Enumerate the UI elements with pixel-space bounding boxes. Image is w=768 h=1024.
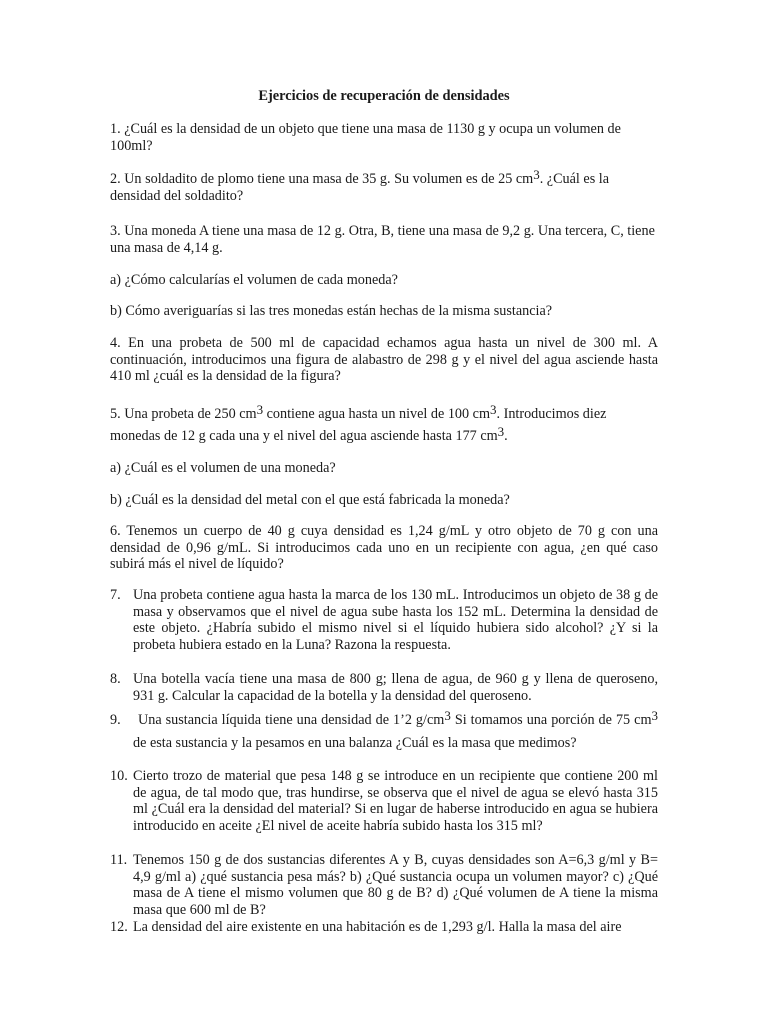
question-12: La densidad del aire existente en una habitación es de 1,293 g/l. Halla la masa del aire xyxy=(133,919,622,935)
question-10-number: 10. xyxy=(110,768,128,784)
question-2: 2. Un soldadito de plomo tiene una masa de 35 g. Su volumen es de 25 $cm^3$. ¿Cuál es la densidad del soldadito? xyxy=(110,167,610,204)
question-5a: a) ¿Cuál es el volumen de una moneda? xyxy=(110,460,336,476)
question-1: 1. ¿Cuál es la densidad de un objeto que tiene una masa de 1130 g y ocupa un volumen de 100ml? xyxy=(110,121,621,154)
question-10: Cierto trozo de material que pesa 148 g se introduce en un recipiente que contiene 200 ml de agua, de tal modo que, tras hundirse, se observa que el nivel de agua se elevó hasta 315 ml ¿Cuál era la densidad del material? Si en lugar de haberse introducido en agua se hubiera introducido en aceite ¿El nivel de aceite habría subido hasta los 315 ml? xyxy=(133,768,658,834)
question-5: 5. Una probeta de 250 $cm^3$ contiene agua hasta un nivel de 100 $cm^3$. Introducimos diez monedas de 12 g cada una y el nivel del agua asciende hasta 177 $cm^3$. xyxy=(110,402,607,444)
question-7: Una probeta contiene agua hasta la marca de los 130 mL. Introducimos un objeto de 38 g de masa y observamos que el nivel de agua sube hasta los 152 mL. Determina la densidad de este objeto. ¿Habría subido el mismo nivel si el líquido hubiera sido alcohol? ¿Y si la probeta hubiera estado en la Luna? Razona la respuesta. xyxy=(133,587,658,653)
page-title: Ejercicios de recuperación de densidades xyxy=(258,88,510,104)
question-11-number: 11. xyxy=(110,852,128,868)
question-3: 3. Una moneda A tiene una masa de 12 g. Otra, B, tiene una masa de 9,2 g. Una tercera, C, tiene una masa de 4,14 g. xyxy=(110,223,655,256)
question-5b: b) ¿Cuál es la densidad del metal con el que está fabricada la moneda? xyxy=(110,492,510,508)
question-8-number: 8. xyxy=(110,671,121,687)
question-9-number: 9. xyxy=(110,712,121,728)
question-3b: b) Cómo averiguarías si las tres monedas están hechas de la misma sustancia? xyxy=(110,303,553,319)
question-12-number: 12. xyxy=(110,919,128,935)
question-7-number: 7. xyxy=(110,587,121,603)
question-8: Una botella vacía tiene una masa de 800 g; llena de agua, de 960 g y llena de queroseno, 931 g. Calcular la capacidad de la botella y la densidad del queroseno. xyxy=(133,671,658,704)
question-4: 4. En una probeta de 500 ml de capacidad echamos agua hasta un nivel de 300 ml. A continuación, introducimos una figura de alabastro de 298 g y el nivel del agua asciende hasta 410 ml ¿cuál es la densidad de la figura? xyxy=(110,335,658,384)
question-3a: a) ¿Cómo calcularías el volumen de cada moneda? xyxy=(110,272,398,288)
question-11: Tenemos 150 g de dos sustancias diferentes A y B, cuyas densidades son A=6,3 g/ml y B= 4,9 g/ml a) ¿qué sustancia pesa más? b) ¿Qué sustancia ocupa un volumen mayor? c) ¿Qué masa de A tiene el mismo volumen que 80 g de B? d) ¿Qué volumen de A tiene la misma masa que 600 ml de B? xyxy=(133,852,658,918)
question-9: Una sustancia líquida tiene una densidad de 1’2 $g/cm^3$ Si tomamos una porción de 75 $cm^3$ de esta sustancia y la pesamos en una balanza ¿Cuál es la masa que medimos? xyxy=(133,708,658,751)
question-6: 6. Tenemos un cuerpo de 40 g cuya densidad es 1,24 g/mL y otro objeto de 70 g con una densidad de 0,96 g/mL. Si introducimos cada uno en un recipiente con agua, ¿en qué caso subirá más el nivel de líquido? xyxy=(110,523,658,572)
